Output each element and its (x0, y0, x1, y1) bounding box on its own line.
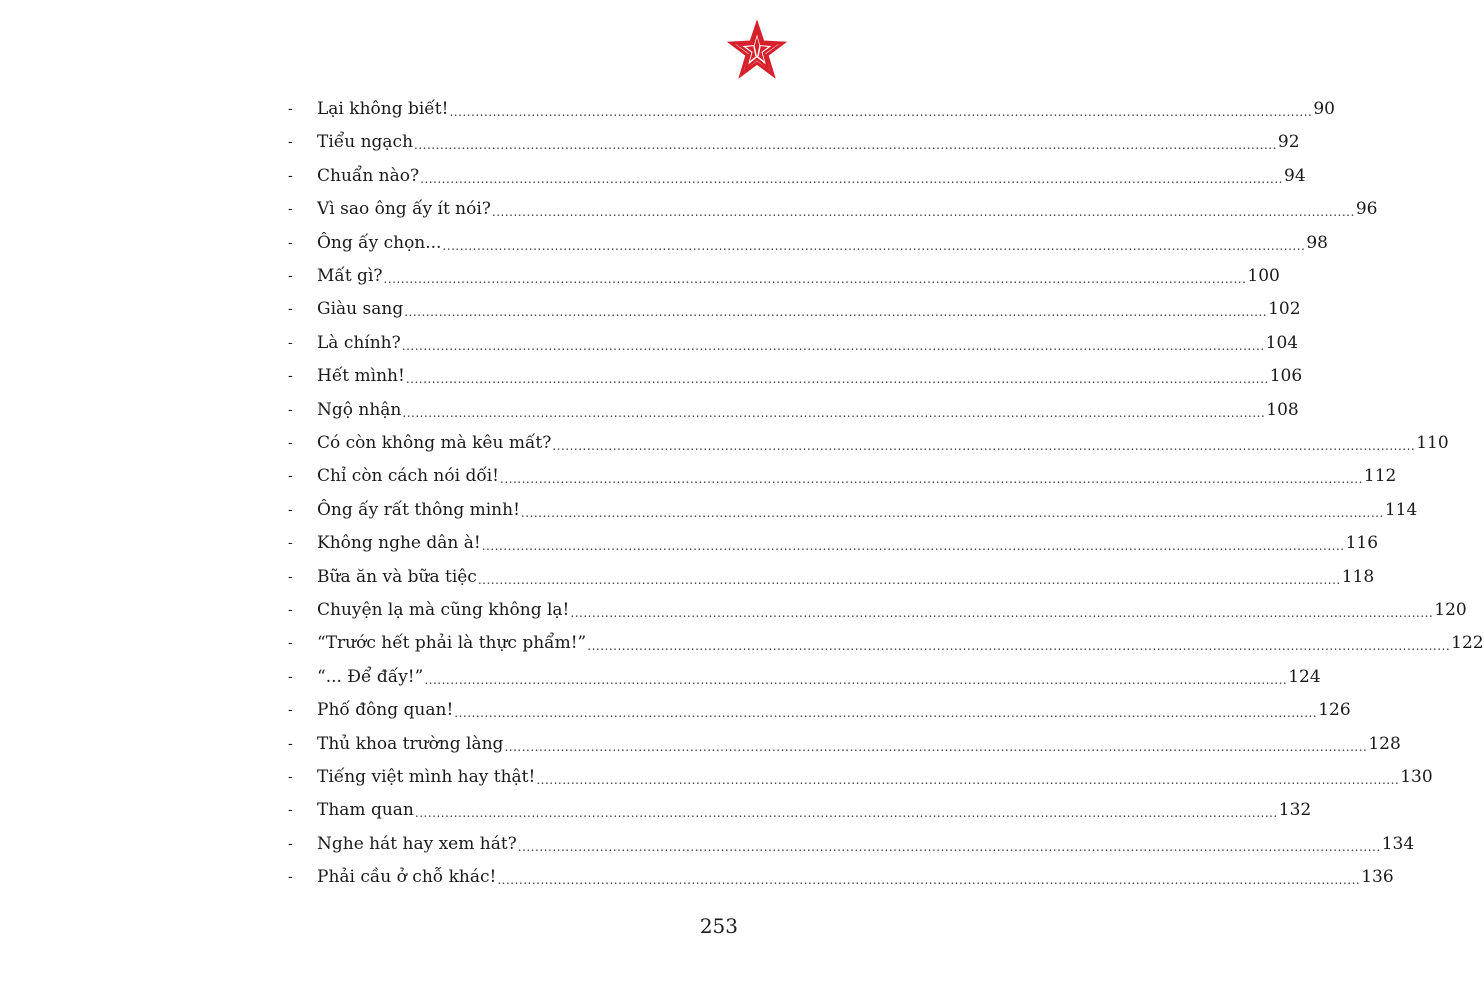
toc-entry-title: Có còn không mà kêu mất? (317, 433, 552, 453)
toc-entry-dash: - (288, 134, 293, 151)
toc-entry (288, 665, 1321, 689)
toc-entry-page: 90 (1313, 99, 1335, 119)
toc-entry-leader-dots: ........................................................................................................................................................................................................ (454, 706, 1318, 721)
toc-entry-page: 92 (1277, 132, 1300, 153)
toc-entry-page: 120 (1434, 600, 1467, 620)
toc-entry-page: 124 (1288, 666, 1321, 687)
toc-entry-leader-dots: ........................................................................................................................................................................................................ (402, 405, 1266, 420)
toc-entry-dash: - (288, 268, 293, 284)
toc-entry-leader-dots: ........................................................................................................................................................................................................ (477, 572, 1341, 587)
toc-entry-title: Phải cầu ở chỗ khác! (317, 867, 497, 888)
toc-entry-leader-dots: ........................................................................................................................................................................................................ (587, 639, 1451, 654)
toc-entry-dash: - (288, 568, 293, 585)
toc-entry-title: Thủ khoa trường làng (317, 733, 504, 754)
toc-entry-dash: - (288, 835, 293, 852)
toc-entry-page: 114 (1384, 499, 1418, 520)
toc-entry-leader-dots: ........................................................................................................................................................................................................ (517, 839, 1381, 854)
toc-entry (288, 231, 1328, 255)
toc-entry-leader-dots: ........................................................................................................................................................................................................ (414, 138, 1277, 153)
toc-entry-leader-dots: ........................................................................................................................................................................................................ (536, 773, 1400, 787)
toc-entry (288, 498, 1418, 522)
toc-entry-page: 106 (1269, 366, 1303, 387)
toc-entry-page: 126 (1318, 700, 1351, 721)
toc-entry-leader-dots: ........................................................................................................................................................................................................ (570, 606, 1434, 620)
toc-entry-title: Giàu sang (317, 299, 404, 320)
toc-entry-title: Ông ấy rất thông minh! (317, 499, 520, 520)
toc-entry (288, 531, 1379, 555)
toc-entry-dash: - (288, 602, 293, 618)
toc-entry-dash: - (288, 101, 293, 117)
toc-entry-page: 108 (1266, 399, 1299, 420)
toc-entry-page: 96 (1355, 199, 1378, 220)
toc-entry-title: Bữa ăn và bữa tiệc (317, 566, 477, 587)
toc-entry-dash: - (288, 201, 293, 218)
toc-entry-leader-dots: ........................................................................................................................................................................................................ (414, 806, 1278, 821)
toc-entry-page: 116 (1345, 533, 1379, 554)
toc-entry (288, 164, 1306, 188)
toc-entry-page: 112 (1363, 466, 1397, 487)
toc-entry-page: 104 (1265, 332, 1299, 353)
toc-entry-dash: - (288, 635, 293, 652)
toc-entry-leader-dots: ........................................................................................................................................................................................................ (401, 338, 1265, 353)
toc-entry-leader-dots: ........................................................................................................................................................................................................ (552, 439, 1416, 453)
toc-entry (288, 631, 1484, 655)
toc-entry-dash: - (288, 501, 293, 518)
toc-entry-leader-dots: ........................................................................................................................................................................................................ (404, 305, 1268, 320)
toc-entry-leader-dots: ........................................................................................................................................................................................................ (491, 205, 1355, 220)
toc-entry (288, 331, 1299, 355)
toc-entry-title: Ông ấy chọn... (317, 232, 442, 253)
toc-entry-dash: - (288, 368, 293, 385)
toc-entry-title: Nghe hát hay xem hát? (317, 833, 517, 854)
toc-entry-dash: - (288, 401, 293, 418)
toc-entry (288, 197, 1378, 221)
toc-entry-title: Vì sao ông ấy ít nói? (317, 199, 491, 220)
toc-entry-page: 134 (1381, 833, 1415, 854)
toc-entry-dash: - (288, 668, 293, 685)
toc-entry-title: Mất gì? (317, 266, 383, 286)
toc-entry-title: Chỉ còn cách nói dối! (317, 466, 500, 487)
toc-entry-dash: - (288, 234, 293, 251)
toc-entry-leader-dots: ........................................................................................................................................................................................................ (420, 171, 1283, 186)
toc-entry-leader-dots: ........................................................................................................................................................................................................ (424, 672, 1288, 687)
toc-entry-page: 98 (1306, 232, 1328, 253)
toc-entry-title: “... Để đấy!” (317, 666, 424, 687)
toc-entry-leader-dots: ........................................................................................................................................................................................................ (442, 238, 1306, 253)
toc-entry-title: Tham quan (317, 800, 414, 821)
toc-entry-title: Là chính? (317, 332, 401, 353)
page-number: 253 (699, 914, 738, 938)
toc-entry-page: 122 (1451, 633, 1484, 654)
toc-entry-page: 130 (1400, 767, 1433, 787)
toc-entry (288, 97, 1335, 121)
toc-entry (288, 431, 1449, 455)
toc-entry-dash: - (288, 735, 293, 752)
toc-entry-leader-dots: ........................................................................................................................................................................................................ (481, 539, 1345, 554)
toc-entry (288, 832, 1415, 856)
toc-entry (288, 598, 1467, 622)
toc-entry (288, 364, 1303, 388)
toc-entry-title: Lại không biết! (317, 99, 449, 119)
toc-entry-leader-dots: ........................................................................................................................................................................................................ (497, 873, 1361, 888)
toc-entry (288, 865, 1394, 889)
toc-entry-dash: - (288, 702, 293, 719)
toc-entry-title: Không nghe dân à! (317, 533, 481, 554)
toc-entry-leader-dots: ........................................................................................................................................................................................................ (504, 739, 1368, 754)
toc-entry-dash: - (288, 869, 293, 886)
toc-entry-leader-dots: ........................................................................................................................................................................................................ (405, 372, 1269, 387)
toc-entry-title: Tiếng việt mình hay thật! (317, 767, 536, 787)
toc-entry-page: 102 (1268, 299, 1301, 320)
toc-entry-leader-dots: ........................................................................................................................................................................................................ (449, 105, 1313, 119)
toc-entry-dash: - (288, 535, 293, 552)
toc-entry-title: “Trước hết phải là thực phẩm!” (317, 633, 587, 654)
toc-entry-title: Hết mình! (317, 366, 405, 387)
toc-entry-page: 100 (1247, 266, 1280, 286)
toc-entry (288, 398, 1299, 422)
toc-entry-leader-dots: ........................................................................................................................................................................................................ (520, 505, 1384, 520)
toc-entry (288, 698, 1351, 722)
toc-entry-title: Phố đông quan! (317, 700, 454, 721)
toc-entry (288, 130, 1300, 154)
toc-entry (288, 798, 1312, 822)
toc-entry-dash: - (288, 769, 293, 785)
toc-entry-page: 136 (1361, 867, 1394, 888)
toc-entry-title: Chuẩn nào? (317, 165, 420, 186)
toc-entry-page: 118 (1341, 566, 1375, 587)
toc-entry-dash: - (288, 435, 293, 451)
toc-entry-dash: - (288, 167, 293, 184)
toc-entry-leader-dots: ........................................................................................................................................................................................................ (383, 272, 1247, 286)
toc-entry-page: 94 (1284, 165, 1306, 186)
toc-entry-title: Tiểu ngạch (317, 132, 414, 153)
toc-entry-dash: - (288, 334, 293, 351)
toc-entry-title: Chuyện lạ mà cũng không lạ! (317, 600, 570, 620)
toc-entry-page: 132 (1278, 800, 1312, 821)
toc-entry (288, 765, 1433, 789)
toc-entry (288, 565, 1375, 589)
toc-entry-dash: - (288, 802, 293, 819)
toc-entry (288, 732, 1401, 756)
toc-entry-page: 110 (1416, 433, 1449, 453)
toc-entry-dash: - (288, 468, 293, 485)
toc-entry-dash: - (288, 301, 293, 318)
toc-entry (288, 264, 1280, 288)
toc-entry-leader-dots: ........................................................................................................................................................................................................ (500, 472, 1363, 487)
toc-entry-page: 128 (1368, 733, 1401, 754)
toc-entry (288, 297, 1301, 321)
toc-entry (288, 464, 1397, 488)
toc-entry-title: Ngộ nhận (317, 399, 402, 420)
